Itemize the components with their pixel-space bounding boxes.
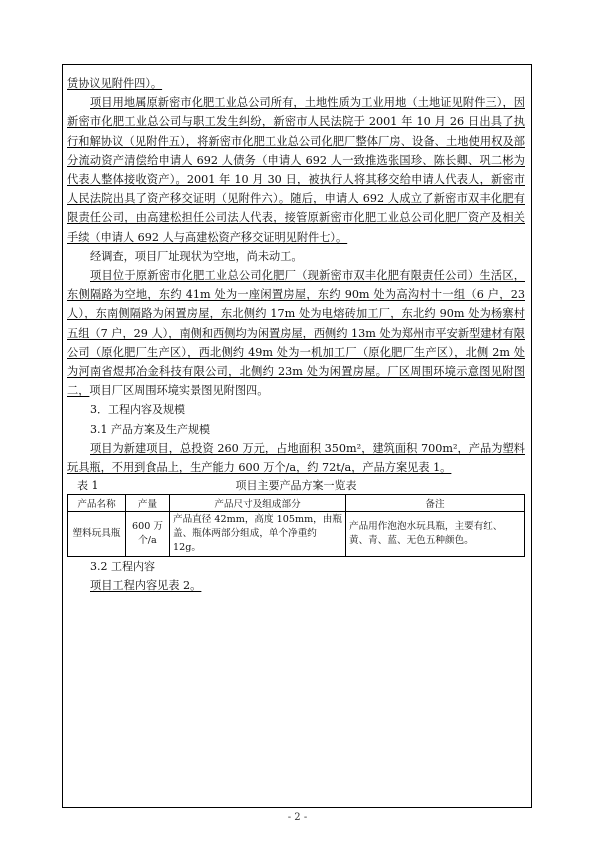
- table-label: 表 1: [77, 479, 99, 493]
- header-output: 产量: [126, 495, 170, 512]
- section-heading-3-2: 3.2 工程内容: [90, 560, 155, 574]
- table-header-row: [68, 495, 525, 512]
- page-number: - 2 -: [287, 812, 308, 823]
- cell-output: 600 万个/a: [126, 512, 170, 557]
- table-title: 项目主要产品方案一览表: [235, 479, 357, 493]
- surroundings-photo-note: 项目厂区周围环境实景图见附图四。: [89, 384, 269, 398]
- paragraph-product-scale: 项目为新建项目，总投资 260 万元，占地面积 350m²，建筑面积 700m²，产品为塑料玩具瓶，不用到食品上，生产能力 600 万个/a，约 72t/a，产品方案见表 1。: [67, 441, 525, 475]
- cell-remarks: 产品用作泡泡水玩具瓶，主要有红、黄、青、蓝、无色五种颜色。: [346, 512, 525, 557]
- section-heading-3-1: 3.1 产品方案及生产规模: [90, 422, 210, 436]
- header-product-name: 产品名称: [68, 495, 126, 512]
- page-frame: [62, 64, 532, 808]
- paragraph-surroundings: [67, 266, 525, 400]
- paragraph-lease-note: 赁协议见附件四）。: [67, 77, 163, 90]
- paragraph-land-ownership: 项目用地属原新密市化肥工业总公司所有，土地性质为工业用地（土地证见附件三），因新密市化肥工业总公司与职工发生纠纷，新密市人民法院于 2001 年 10 月 26 日出具了执行和解协议（见附件五），将新密市化肥工业总公司化肥厂整体厂房、设备、土地使用权及部分流动资产清偿给申请人 692 人债务（申请人 692 人一致推选张国珍、陈长卿、巩二彬为代表人整体接收资产）。2001 年 10 月 30 日，被执行人将其移交给申请人代表人，新密市人民法院出具了资产移交证明（见附件六）。随后，申请人 692 人成立了新密市双丰化肥有限责任公司，由高建松担任公司法人代表，接管原新密市化肥工业总公司化肥厂资产及相关手续（申请人 692 人与高建松资产移交证明见附件七）。: [67, 96, 525, 244]
- cell-product-name: 塑料玩具瓶: [68, 512, 126, 557]
- page-content: [63, 74, 531, 596]
- section-heading-3: 3．工程内容及规模: [90, 403, 185, 417]
- table-caption: [67, 477, 525, 494]
- header-remarks: 备注: [346, 495, 525, 512]
- table-row: [68, 512, 525, 557]
- paragraph-site-status: 经调查，项目厂址现状为空地，尚未动工。: [90, 249, 303, 263]
- product-table: [67, 494, 525, 557]
- surroundings-text: 项目位于原新密市化肥工业总公司化肥厂（现新密市双丰化肥有限责任公司）生活区，东侧隔路为空地，东约 41m 处为一座闲置房屋，东约 90m 处为高沟村十一组（6 户，23 人），东南侧隔路为闲置房屋，东北侧约 17m 处为电熔砖加工厂，东北约 90m 处为杨寨村五组（7 户，29 人），南侧和西侧均为闲置房屋，西侧约 13m 处为郑州市平安新型建材有限公司（原化肥厂生产区），西北侧约 49m 处为一机加工厂（原化肥厂生产区），北侧 2m 处为河南省煜邦冶金科技有限公司，北侧约 23m 处为闲置房屋。厂区周围环境示意图见附图二，: [67, 269, 525, 398]
- header-size: 产品尺寸及组成部分: [170, 495, 346, 512]
- cell-size: 产品直径 42mm，高度 105mm，由瓶盖、瓶体两部分组成，单个净重约 12g。: [170, 512, 346, 557]
- paragraph-engineering-content: 项目工程内容见表 2。: [90, 579, 202, 593]
